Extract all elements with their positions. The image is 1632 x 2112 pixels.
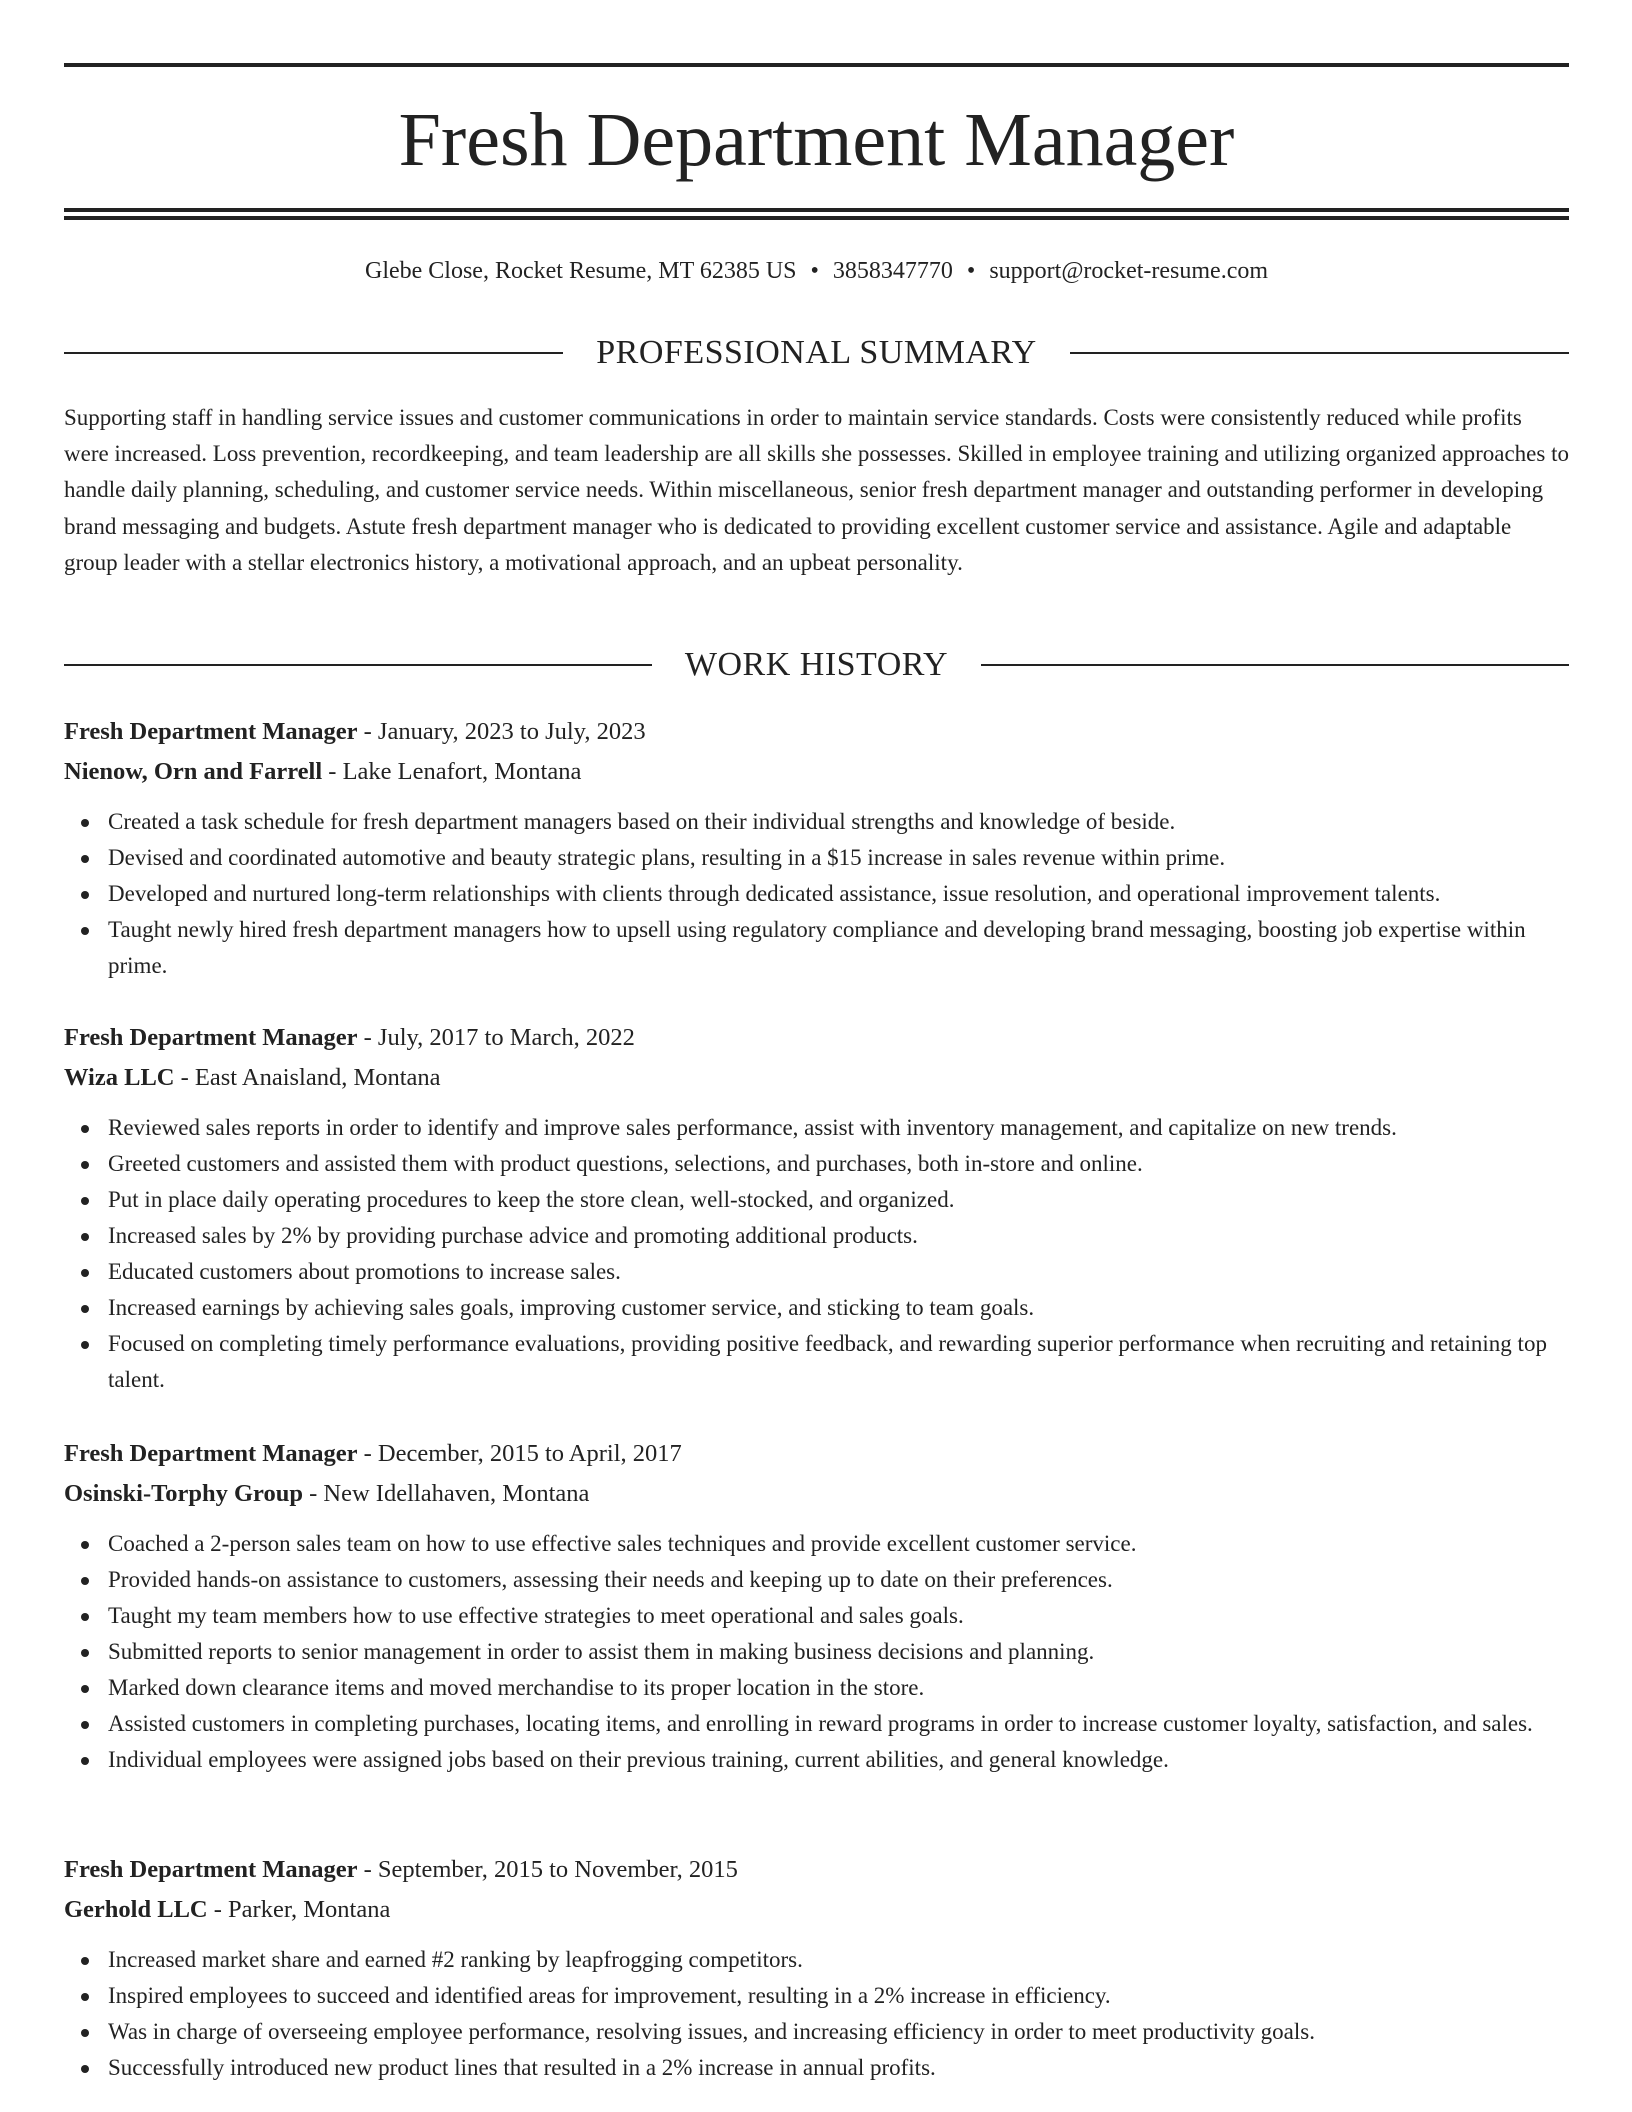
job-dates: July, 2017 to March, 2022: [377, 1024, 635, 1051]
job-entry: [64, 1434, 1569, 1778]
job-company: Gerhold LLC: [64, 1896, 208, 1923]
header-bottom-rule-second: [64, 216, 1569, 220]
contact-email[interactable]: support@rocket-resume.com: [989, 258, 1269, 284]
job-bullet: Coached a 2-person sales team on how to use effective sales techniques and provide excellent customer service.: [108, 1526, 1569, 1562]
job-bullet: Increased market share and earned #2 ranking by leapfrogging competitors.: [108, 1942, 1569, 1978]
job-bullet: Greeted customers and assisted them with product questions, selections, and purchases, both in-store and online.: [108, 1146, 1569, 1182]
heading-rule-right: [981, 664, 1569, 666]
job-location: Lake Lenafort, Montana: [342, 758, 582, 785]
contact-address: Glebe Close, Rocket Resume, MT 62385 US: [364, 258, 797, 284]
job-dates: January, 2023 to July, 2023: [377, 718, 646, 745]
job-company-line: [64, 1058, 1569, 1098]
job-location: Parker, Montana: [228, 1896, 391, 1923]
job-dash: -: [302, 1480, 324, 1507]
job-bullet: Educated customers about promotions to increase sales.: [108, 1254, 1569, 1290]
job-location: New Idellahaven, Montana: [323, 1480, 590, 1507]
job-title: Fresh Department Manager: [64, 1856, 358, 1883]
job-bullet-list: [64, 1526, 1569, 1778]
job-dash: -: [174, 1064, 195, 1091]
job-title: Fresh Department Manager: [64, 718, 358, 745]
section-title-summary: PROFESSIONAL SUMMARY: [596, 334, 1037, 371]
contact-info: [64, 255, 1569, 287]
section-heading-work-history: [64, 643, 1569, 687]
job-company: Osinski-Torphy Group: [64, 1480, 303, 1507]
job-dates: December, 2015 to April, 2017: [377, 1440, 682, 1467]
job-location: East Anaisland, Montana: [194, 1064, 441, 1091]
job-dash: -: [357, 1440, 378, 1467]
job-bullet: Inspired employees to succeed and identified areas for improvement, resulting in a 2% increase in efficiency.: [108, 1978, 1569, 2014]
contact-phone: 3858347770: [832, 258, 953, 284]
job-title-line: [64, 712, 1569, 752]
job-bullet: Reviewed sales reports in order to identify and improve sales performance, assist with inventory management, and capitalize on new trends.: [108, 1110, 1569, 1146]
section-title-work-history: WORK HISTORY: [684, 646, 949, 683]
section-heading-summary: [64, 331, 1569, 375]
job-company-line: [64, 1474, 1569, 1514]
job-bullet: Increased sales by 2% by providing purchase advice and promoting additional products.: [108, 1218, 1569, 1254]
job-entry: [64, 712, 1569, 984]
job-title: Fresh Department Manager: [64, 1024, 358, 1051]
job-bullet: Developed and nurtured long-term relationships with clients through dedicated assistance, issue resolution, and operational improvement talents.: [108, 876, 1569, 912]
job-bullet-list: [64, 804, 1569, 984]
heading-rule-left: [64, 352, 563, 354]
heading-rule-left: [64, 664, 652, 666]
job-title: Fresh Department Manager: [64, 1440, 358, 1467]
job-dates: September, 2015 to November, 2015: [377, 1856, 738, 1883]
job-bullet: Successfully introduced new product lines that resulted in a 2% increase in annual profits.: [108, 2050, 1569, 2086]
job-entry: [64, 1850, 1569, 2086]
job-bullet: Put in place daily operating procedures to keep the store clean, well-stocked, and organized.: [108, 1182, 1569, 1218]
job-dash: -: [322, 758, 343, 785]
job-bullet: Focused on completing timely performance evaluations, providing positive feedback, and rewarding superior performance when recruiting and retaining top talent.: [108, 1326, 1569, 1398]
job-company: Wiza LLC: [64, 1064, 175, 1091]
job-bullet-list: [64, 1942, 1569, 2086]
job-bullet: Provided hands-on assistance to customers, assessing their needs and keeping up to date on their preferences.: [108, 1562, 1569, 1598]
contact-separator: •: [966, 258, 976, 284]
summary-text: Supporting staff in handling service issues and customer communications in order to maintain service standards. Costs were consistently reduced while profits were increased. Loss prevention, recordkeeping, and team leadership are all skills she possesses. Skilled in employee training and utilizing organized approaches to handle daily planning, scheduling, and customer service needs. Within miscellaneous, senior fresh department manager and outstanding performer in developing brand messaging and budgets. Astute fresh department manager who is dedicated to providing excellent customer service and assistance. Agile and adaptable group leader with a stellar electronics history, a motivational approach, and an upbeat personality.: [64, 405, 1569, 575]
job-bullet: Assisted customers in completing purchases, locating items, and enrolling in reward programs in order to increase customer loyalty, satisfaction, and sales.: [108, 1706, 1569, 1742]
job-dash: -: [357, 718, 378, 745]
job-company-line: [64, 1890, 1569, 1930]
header-top-rule: [64, 63, 1569, 67]
job-company-line: [64, 752, 1569, 792]
job-title-line: [64, 1018, 1569, 1058]
job-company: Nienow, Orn and Farrell: [64, 758, 323, 785]
job-bullet: Individual employees were assigned jobs based on their previous training, current abilities, and general knowledge.: [108, 1742, 1569, 1778]
job-title-line: [64, 1434, 1569, 1474]
job-bullet: Created a task schedule for fresh department managers based on their individual strengths and knowledge of beside.: [108, 804, 1569, 840]
header-bottom-rule: [64, 208, 1569, 212]
job-bullet: Increased earnings by achieving sales goals, improving customer service, and sticking to team goals.: [108, 1290, 1569, 1326]
job-entry: [64, 1018, 1569, 1398]
job-bullet: Devised and coordinated automotive and beauty strategic plans, resulting in a $15 increase in sales revenue within prime.: [108, 840, 1569, 876]
job-dash: -: [207, 1896, 229, 1923]
job-title-line: [64, 1850, 1569, 1890]
resume-title: Fresh Department Manager: [398, 98, 1235, 182]
job-bullet: Submitted reports to senior management in order to assist them in making business decisions and planning.: [108, 1634, 1569, 1670]
job-bullet: Taught my team members how to use effective strategies to meet operational and sales goals.: [108, 1598, 1569, 1634]
job-bullet: Taught newly hired fresh department managers how to upsell using regulatory compliance and developing brand messaging, boosting job expertise within prime.: [108, 912, 1569, 984]
job-dash: -: [357, 1856, 378, 1883]
contact-separator: •: [810, 258, 819, 284]
job-dash: -: [357, 1024, 378, 1051]
job-bullet: Was in charge of overseeing employee performance, resolving issues, and increasing efficiency in order to meet productivity goals.: [108, 2014, 1569, 2050]
job-bullet: Marked down clearance items and moved merchandise to its proper location in the store.: [108, 1670, 1569, 1706]
heading-rule-right: [1070, 352, 1569, 354]
job-bullet-list: [64, 1110, 1569, 1398]
